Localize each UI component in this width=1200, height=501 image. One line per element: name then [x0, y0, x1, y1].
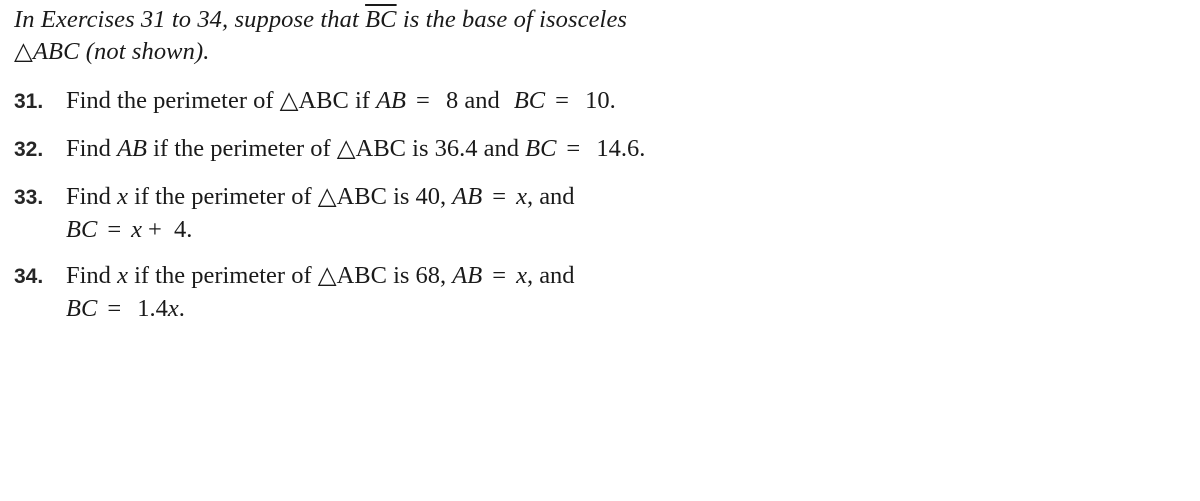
exercise-33	[14, 178, 575, 249]
exercise-number: 32.	[14, 138, 44, 161]
triangle-abc: △ABC	[317, 262, 387, 289]
exercise-34	[14, 257, 575, 328]
exercise-number: 31.	[14, 90, 44, 113]
triangle-abc: △ABC	[336, 135, 407, 162]
instructions-line-1: In Exercises 31 to 34, suppose that $\overline{BC}$ is the base of isosceles	[14, 6, 628, 33]
exercise-33-line-1: 33. Find x if the perimeter of △ABC is 40, AB = x, and	[14, 178, 575, 217]
exercise-number: 33.	[14, 186, 44, 209]
exercise-33-line-2: BC = x + 4.	[66, 216, 193, 243]
exercise-34-line-2: BC = 1.4x.	[66, 295, 185, 322]
triangle-abc: △ABC	[317, 183, 387, 210]
exercise-32: 32. Find AB if the perimeter of △ABC is 36.4 and BC = 14.6.	[14, 130, 645, 169]
exercise-31: 31. Find the perimeter of △ABC if AB = 8 and BC = 10.	[14, 82, 616, 121]
exercise-number: 34.	[14, 265, 44, 288]
triangle-abc: △ABC	[279, 87, 349, 114]
segment-bc: $\overline{BC}$	[365, 6, 397, 33]
instructions-line-2: △ABC (not shown).	[14, 38, 210, 65]
instructions	[14, 4, 734, 68]
exercise-34-line-1: 34. Find x if the perimeter of △ABC is 68, AB = x, and	[14, 257, 575, 296]
